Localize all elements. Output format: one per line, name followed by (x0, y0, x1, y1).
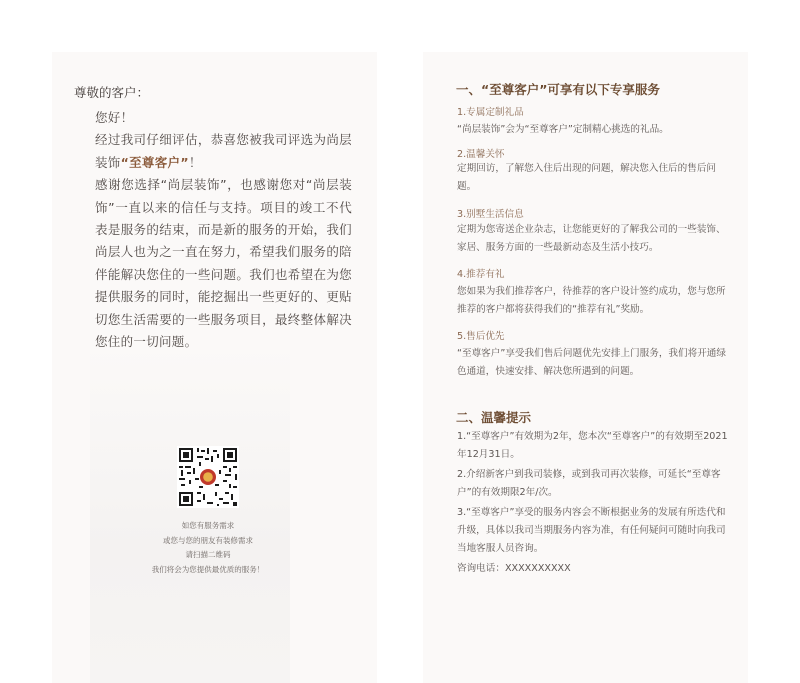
service-item-text: 定期回访，了解您入住后出现的问题，解决您入住后的售后问题。 (457, 163, 717, 193)
qr-caption-line: 请扫描二维码 (185, 550, 231, 559)
service-item-text: “尚层装饰”会为“至尊客户”定制精心挑选的礼品。 (457, 124, 669, 135)
qr-caption-line: 我们将会为您提供最优质的服务！ (151, 564, 265, 574)
qr-code[interactable] (177, 446, 239, 508)
left-panel-shade (90, 345, 290, 683)
qr-code-graphic (177, 446, 239, 508)
tips-list (457, 428, 735, 579)
letter-body (74, 107, 352, 353)
service-item-title: 3.别墅生活信息 (457, 209, 524, 220)
service-item-text: 定期为您寄送企业杂志，让您能更好的了解我公司的一些装饰、家居、服务方面的一些最新动态及生活小技巧。 (457, 224, 726, 254)
qr-caption-line: 或您与您的朋友有装修需求 (163, 535, 253, 545)
section-1-title: 一、“至尊客户”可享有以下专享服务 (456, 82, 660, 97)
qr-caption-line: 如您有服务需求 (181, 521, 235, 530)
service-item-title: 4.推荐有礼 (457, 269, 505, 280)
service-item-title: 1.专属定制礼品 (457, 107, 524, 118)
tip-item: 2.介绍新客户到我司装修，或到我司再次装修，可延长“至尊客户”的有效期限2年/次。 (457, 468, 721, 499)
para1-text: 经过我司仔细评估，恭喜您被我司评选为尚层装饰 (95, 132, 352, 170)
greeting: 您好！ (95, 110, 134, 125)
salutation: 尊敬的客户： (74, 85, 150, 100)
letter-paragraph-1 (74, 129, 352, 174)
qr-caption (140, 519, 276, 577)
letter-paragraph-2: 感谢您选择“尚层装饰”，也感谢您对“尚层装饰”一直以来的信任与支持。项目的竣工不代表是服务的结束，而是新的服务的开始，我们尚层人也为之一直在努力，希望我们服务的陪伴能解决您住的一些问题。我们也希望在为您提供服务的同时，能挖掘出一些更好的、更贴切您生活需要的一些服务项目，最终整体解决您住的一切问题。 (95, 177, 352, 350)
section-2-title: 二、温馨提示 (456, 410, 532, 425)
service-item-title: 5.售后优先 (457, 331, 505, 342)
service-item-text: 您如果为我们推荐客户，待推荐的客户设计签约成功，您与您所推荐的客户都将获得我们的“推荐有礼”奖励。 (457, 286, 726, 316)
vip-highlight: “至尊客户” (120, 154, 189, 170)
service-item-title: 2.温馨关怀 (457, 149, 505, 160)
tip-item: 1.“至尊客户”有效期为2年，您本次“至尊客户”的有效期至2021年12月31日。 (457, 431, 728, 461)
tip-item: 3.“至尊客户”享受的服务内容会不断根据业务的发展有所迭代和升级，具体以我司当期服务内容为准，有任何疑问可随时向我司当地客服人员咨询。 (457, 506, 726, 555)
para1-end: ！ (188, 154, 202, 170)
contact-phone[interactable]: 咨询电话：XXXXXXXXXX (457, 562, 571, 574)
service-item-text: “至尊客户”享受我们售后问题优先安排上门服务，我们将开通绿色通道，快速安排、解决您所遇到的问题。 (457, 348, 726, 378)
